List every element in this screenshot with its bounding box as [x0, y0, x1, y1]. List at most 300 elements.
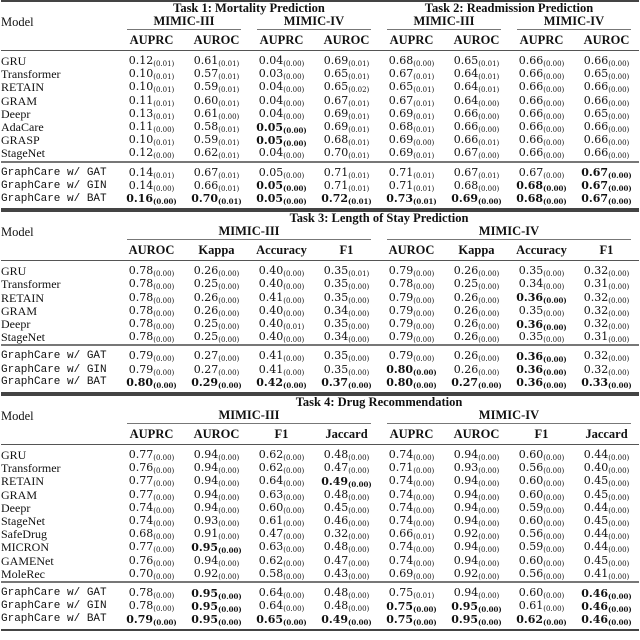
score-mean: 0.94: [453, 540, 479, 554]
score-cell: [184, 345, 249, 363]
score-mean: 0.78: [128, 303, 154, 317]
score-mean: 0.41: [258, 290, 284, 304]
score-std: (0.00): [153, 197, 177, 207]
score-std: (0.00): [608, 546, 630, 555]
score-mean: 0.26: [453, 303, 479, 317]
score-cell: [379, 162, 444, 180]
score-std: (0.00): [283, 355, 305, 364]
score-mean: 0.67: [581, 179, 609, 193]
best-score-cell: [574, 582, 639, 600]
graphcare-row: [1, 377, 639, 393]
metric-header: AUPRC: [249, 30, 314, 51]
score-std: (0.01): [478, 86, 500, 95]
score-mean: 0.48: [323, 448, 349, 462]
baseline-row: [1, 278, 639, 291]
model-name: GAMENet: [1, 553, 54, 568]
score-cell: [314, 162, 379, 180]
dataset-header: [509, 15, 639, 30]
score-mean: 0.65: [583, 106, 609, 120]
score-std: (0.01): [153, 60, 175, 68]
score-cell: [184, 568, 249, 582]
score-std: (0.00): [478, 617, 502, 627]
score-std: (0.01): [218, 99, 240, 108]
score-cell: [314, 147, 379, 161]
score-cell: [444, 261, 509, 279]
score-cell: [509, 51, 574, 69]
score-mean: 0.41: [583, 566, 609, 580]
model-name: GRAM: [1, 303, 38, 318]
score-std: (0.00): [153, 506, 175, 515]
score-mean: 0.04: [258, 106, 284, 120]
score-std: (0.00): [478, 454, 500, 463]
task-title-row: [1, 1, 639, 15]
score-mean: 0.59: [193, 133, 219, 147]
score-mean: 0.64: [453, 93, 479, 107]
score-std: (0.00): [348, 355, 370, 364]
score-std: (0.00): [543, 454, 565, 463]
score-mean: 0.62: [193, 146, 219, 160]
score-mean: 0.68: [516, 192, 544, 206]
score-std: (0.00): [218, 617, 242, 627]
dataset-header: [379, 225, 639, 240]
score-mean: 0.79: [388, 264, 414, 278]
model-name: StageNet: [1, 146, 45, 161]
score-cell: [249, 568, 314, 582]
score-mean: 0.40: [583, 461, 609, 475]
best-score-cell: [249, 377, 314, 393]
score-mean: 0.65: [388, 80, 414, 94]
score-std: (0.00): [543, 139, 565, 148]
baseline-row: [1, 475, 639, 488]
score-mean: 0.63: [258, 540, 284, 554]
score-mean: 0.93: [453, 461, 479, 475]
score-mean: 0.59: [193, 80, 219, 94]
score-std: (0.00): [608, 355, 630, 364]
score-std: (0.00): [608, 533, 630, 542]
dataset-name: MIMIC-IV: [257, 15, 371, 30]
score-mean: 0.31: [583, 277, 609, 291]
score-mean: 0.45: [583, 487, 609, 501]
score-mean: 0.94: [453, 474, 479, 488]
score-std: (0.01): [413, 152, 435, 161]
score-cell: [509, 147, 574, 161]
score-mean: 0.79: [388, 290, 414, 304]
score-std: (0.00): [413, 380, 437, 390]
score-std: (0.00): [218, 454, 240, 463]
score-mean: 0.32: [583, 290, 609, 304]
score-mean: 0.60: [518, 487, 544, 501]
score-cell: [314, 51, 379, 69]
score-mean: 0.80: [386, 375, 414, 389]
score-mean: 0.74: [128, 500, 154, 514]
score-std: (0.00): [348, 605, 370, 614]
score-cell: [249, 162, 314, 180]
score-mean: 0.34: [323, 330, 349, 344]
baseline-row: [1, 261, 639, 279]
score-mean: 0.36: [516, 291, 544, 305]
score-mean: 0.44: [583, 448, 609, 462]
score-mean: 0.67: [388, 67, 414, 81]
score-std: (0.00): [543, 617, 567, 627]
metric-header: AUROC: [444, 30, 509, 51]
score-cell: [314, 331, 379, 345]
score-mean: 0.14: [128, 165, 154, 179]
header-spacer: [1, 240, 119, 261]
score-std: (0.00): [543, 270, 565, 279]
score-std: (0.00): [218, 467, 240, 476]
score-mean: 0.74: [388, 487, 414, 501]
score-mean: 0.78: [388, 277, 414, 291]
score-std: (0.00): [218, 323, 240, 332]
score-std: (0.01): [348, 99, 370, 108]
score-std: (0.01): [348, 139, 370, 148]
baseline-row: [1, 68, 639, 81]
score-std: (0.00): [478, 520, 500, 529]
score-cell: [119, 568, 184, 582]
score-std: (0.00): [283, 283, 305, 292]
score-mean: 0.35: [323, 349, 349, 363]
score-std: (0.00): [348, 617, 372, 627]
score-mean: 0.10: [128, 67, 154, 81]
score-std: (0.00): [608, 604, 632, 614]
score-mean: 0.69: [388, 106, 414, 120]
score-std: (0.01): [413, 112, 435, 121]
score-mean: 0.46: [581, 586, 609, 600]
model-name: Transformer: [1, 461, 61, 476]
metric-header: AUROC: [444, 424, 509, 445]
score-std: (0.00): [478, 506, 500, 515]
score-mean: 0.66: [518, 106, 544, 120]
score-std: (0.00): [478, 559, 500, 568]
score-std: (0.01): [413, 171, 435, 180]
score-mean: 0.59: [518, 540, 544, 554]
score-mean: 0.95: [451, 599, 479, 613]
score-std: (0.00): [608, 309, 630, 318]
score-cell: [249, 108, 314, 121]
score-mean: 0.73: [386, 192, 414, 206]
score-std: (0.00): [283, 605, 305, 614]
score-std: (0.01): [153, 112, 175, 121]
model-column-header: Model: [1, 225, 34, 240]
score-mean: 0.69: [388, 566, 414, 580]
score-mean: 0.69: [388, 146, 414, 160]
score-mean: 0.67: [323, 93, 349, 107]
score-cell: [249, 582, 314, 600]
score-cell: [509, 568, 574, 582]
score-std: (0.00): [543, 493, 565, 502]
score-mean: 0.79: [126, 612, 154, 626]
score-std: (0.00): [218, 559, 240, 568]
score-std: (0.01): [478, 73, 500, 82]
score-mean: 0.78: [128, 277, 154, 291]
score-mean: 0.95: [191, 540, 219, 554]
score-std: (0.00): [543, 283, 565, 292]
baseline-row: [1, 462, 639, 475]
metric-header: AUROC: [184, 424, 249, 445]
score-std: (0.00): [283, 309, 305, 318]
model-name: GRASP: [1, 133, 40, 148]
model-name: GRU: [1, 264, 27, 279]
score-std: (0.00): [153, 368, 175, 377]
score-std: (0.00): [218, 493, 240, 502]
baseline-row: [1, 318, 639, 331]
score-std: (0.00): [153, 336, 175, 345]
score-std: (0.00): [218, 270, 240, 279]
score-std: (0.01): [348, 126, 370, 135]
score-std: (0.00): [608, 591, 632, 601]
score-cell: [119, 331, 184, 345]
model-name: GRU: [1, 54, 27, 68]
score-std: (0.00): [608, 617, 632, 627]
score-std: (0.01): [218, 60, 240, 68]
score-cell: [574, 51, 639, 69]
score-std: (0.01): [153, 171, 175, 180]
score-mean: 0.91: [193, 527, 219, 541]
score-mean: 0.67: [518, 165, 544, 179]
score-std: (0.00): [153, 152, 175, 161]
score-std: (0.00): [153, 296, 175, 305]
score-std: (0.00): [413, 323, 435, 332]
score-std: (0.00): [543, 559, 565, 568]
score-mean: 0.94: [453, 514, 479, 528]
score-std: (0.00): [218, 336, 240, 345]
score-mean: 0.40: [258, 317, 284, 331]
dataset-name: MIMIC-III: [127, 15, 241, 30]
score-cell: [509, 162, 574, 180]
metric-header: F1: [314, 240, 379, 261]
score-mean: 0.94: [453, 553, 479, 567]
score-cell: [574, 445, 639, 463]
metric-header: AUPRC: [119, 30, 184, 51]
score-std: (0.00): [478, 309, 500, 318]
model-name: Transformer: [1, 67, 61, 82]
model-name: GraphCare w/ BAT: [1, 376, 107, 389]
score-mean: 0.60: [518, 474, 544, 488]
score-mean: 0.69: [323, 106, 349, 120]
score-cell: [509, 445, 574, 463]
score-cell: [444, 51, 509, 69]
score-mean: 0.66: [193, 178, 219, 192]
task-title: Task 4: Drug Recommendation: [295, 395, 463, 410]
model-name: RETAIN: [1, 474, 45, 489]
score-std: (0.00): [348, 323, 370, 332]
score-mean: 0.41: [258, 349, 284, 363]
metric-header: AUPRC: [379, 30, 444, 51]
task-title-row: [1, 395, 639, 409]
score-std: (0.00): [543, 73, 565, 82]
score-cell: [444, 331, 509, 345]
score-std: (0.01): [218, 86, 240, 95]
score-std: (0.00): [478, 368, 500, 377]
score-mean: 0.49: [321, 474, 349, 488]
model-name: GRAM: [1, 487, 38, 502]
score-mean: 0.45: [583, 553, 609, 567]
score-std: (0.00): [218, 355, 240, 364]
best-score-cell: [314, 614, 379, 630]
score-std: (0.00): [608, 559, 630, 568]
score-std: (0.00): [283, 296, 305, 305]
score-mean: 0.41: [258, 362, 284, 376]
score-mean: 0.26: [453, 349, 479, 363]
score-std: (0.00): [283, 454, 305, 463]
score-mean: 0.26: [193, 303, 219, 317]
score-mean: 0.66: [388, 527, 414, 541]
best-score-cell: [184, 193, 249, 209]
score-mean: 0.79: [388, 303, 414, 317]
score-mean: 0.34: [323, 303, 349, 317]
metric-header: AUPRC: [509, 30, 574, 51]
score-std: (0.00): [413, 546, 435, 555]
score-std: (0.00): [218, 520, 240, 529]
score-std: (0.00): [543, 296, 567, 306]
score-cell: [119, 147, 184, 161]
header-spacer: [1, 395, 119, 409]
score-mean: 0.26: [193, 290, 219, 304]
score-cell: [314, 462, 379, 475]
score-mean: 0.32: [583, 303, 609, 317]
score-std: (0.00): [543, 112, 565, 121]
score-mean: 0.66: [453, 120, 479, 134]
best-score-cell: [119, 193, 184, 209]
score-mean: 0.33: [581, 375, 609, 389]
score-mean: 0.26: [453, 330, 479, 344]
graphcare-row: [1, 600, 639, 613]
score-std: (0.00): [348, 479, 372, 489]
model-name: GraphCare w/ BAT: [1, 192, 107, 205]
best-score-cell: [119, 377, 184, 393]
baseline-row: [1, 81, 639, 94]
dataset-name: MIMIC-IV: [517, 15, 631, 30]
results-table-3: [1, 394, 639, 631]
score-std: (0.00): [608, 99, 630, 108]
score-mean: 0.66: [518, 146, 544, 160]
score-std: (0.00): [608, 171, 632, 181]
score-mean: 0.92: [453, 566, 479, 580]
graphcare-row: [1, 180, 639, 193]
score-mean: 0.66: [583, 54, 609, 67]
score-mean: 0.26: [193, 264, 219, 278]
score-mean: 0.67: [581, 192, 609, 206]
score-std: (0.00): [608, 506, 630, 515]
score-std: (0.01): [218, 139, 240, 148]
graphcare-row: [1, 193, 639, 209]
score-mean: 0.79: [388, 330, 414, 344]
score-mean: 0.70: [128, 566, 154, 580]
score-mean: 0.35: [518, 264, 544, 278]
score-mean: 0.46: [581, 612, 609, 626]
best-score-cell: [444, 614, 509, 630]
score-std: (0.01): [413, 197, 437, 207]
score-mean: 0.72: [321, 192, 349, 206]
model-name: GraphCare w/ GIN: [1, 179, 107, 192]
score-mean: 0.47: [258, 527, 284, 541]
task-title: Task 3: Length of Stay Prediction: [289, 211, 469, 226]
score-cell: [119, 445, 184, 463]
score-std: (0.00): [153, 605, 175, 614]
score-std: (0.00): [608, 73, 630, 82]
dataset-row: [1, 15, 639, 30]
score-std: (0.00): [283, 592, 305, 601]
score-mean: 0.70: [191, 192, 219, 206]
dataset-name: MIMIC-III: [127, 409, 371, 424]
score-mean: 0.45: [583, 514, 609, 528]
score-mean: 0.64: [453, 67, 479, 81]
score-mean: 0.25: [193, 317, 219, 331]
score-mean: 0.79: [128, 349, 154, 363]
score-mean: 0.78: [128, 264, 154, 278]
score-cell: [249, 345, 314, 363]
score-mean: 0.75: [388, 586, 414, 600]
baseline-row: [1, 331, 639, 345]
score-std: (0.00): [348, 454, 370, 463]
model-name: MoleRec: [1, 566, 45, 581]
score-cell: [119, 162, 184, 180]
score-mean: 0.62: [258, 461, 284, 475]
score-mean: 0.79: [388, 317, 414, 331]
score-cell: [314, 568, 379, 582]
score-cell: [184, 51, 249, 69]
score-mean: 0.94: [193, 500, 219, 514]
baseline-row: [1, 489, 639, 502]
score-cell: [509, 261, 574, 279]
score-std: (0.00): [608, 520, 630, 529]
score-std: (0.00): [283, 572, 305, 581]
score-mean: 0.69: [323, 120, 349, 134]
score-mean: 0.94: [193, 487, 219, 501]
score-mean: 0.46: [581, 599, 609, 613]
score-mean: 0.94: [193, 474, 219, 488]
score-mean: 0.27: [193, 349, 219, 363]
baseline-row: [1, 445, 639, 463]
best-score-cell: [249, 614, 314, 630]
score-std: (0.00): [543, 152, 565, 161]
score-mean: 0.60: [258, 500, 284, 514]
score-std: (0.00): [153, 480, 175, 489]
score-std: (0.00): [543, 592, 565, 601]
score-std: (0.00): [608, 139, 630, 148]
score-std: (0.00): [413, 309, 435, 318]
score-std: (0.01): [218, 171, 240, 180]
dataset-header: [379, 409, 639, 424]
score-std: (0.00): [478, 152, 500, 161]
score-std: (0.00): [283, 152, 305, 161]
score-cell: [249, 261, 314, 279]
score-mean: 0.94: [193, 461, 219, 475]
score-mean: 0.45: [583, 474, 609, 488]
score-mean: 0.56: [518, 461, 544, 475]
score-std: (0.00): [543, 171, 565, 180]
score-mean: 0.63: [258, 487, 284, 501]
model-column-header: Model: [1, 15, 34, 29]
score-std: (0.00): [153, 380, 177, 390]
score-mean: 0.74: [388, 540, 414, 554]
score-std: (0.01): [413, 184, 435, 193]
score-mean: 0.46: [323, 514, 349, 528]
score-std: (0.01): [153, 99, 175, 108]
model-name: GRU: [1, 448, 27, 463]
score-mean: 0.66: [518, 133, 544, 147]
score-cell: [509, 582, 574, 600]
score-mean: 0.36: [516, 349, 544, 363]
score-cell: [574, 331, 639, 345]
score-mean: 0.29: [191, 375, 219, 389]
score-std: (0.01): [478, 171, 500, 180]
score-std: (0.00): [283, 73, 305, 82]
score-mean: 0.66: [583, 120, 609, 134]
baseline-row: [1, 305, 639, 318]
score-std: (0.00): [543, 322, 567, 332]
score-std: (0.00): [283, 125, 307, 135]
